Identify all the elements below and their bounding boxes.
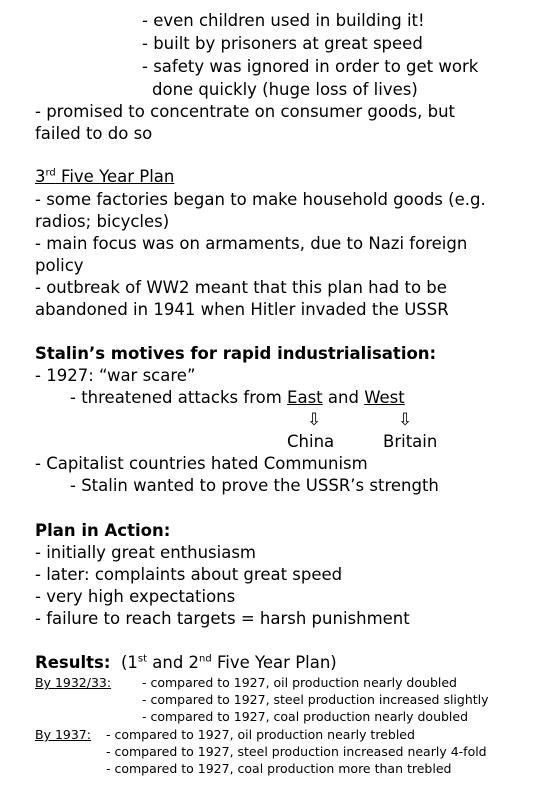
third-plan-line: - main focus was on armaments, due to Nazi foreign — [35, 234, 468, 253]
motives-prove: - Stalin wanted to prove the USSR’s strength — [70, 476, 439, 495]
results-paren-close: Five Year Plan) — [211, 653, 337, 672]
bullet-safety-cont: done quickly (huge loss of lives) — [152, 80, 418, 99]
results-heading-line — [35, 652, 337, 674]
results-period2-line: - compared to 1927, steel production increased nearly 4-fold — [106, 744, 487, 759]
threat-britain: Britain — [383, 432, 438, 451]
results-sup2: nd — [199, 653, 212, 665]
plan-in-action-line: - initially great enthusiasm — [35, 543, 256, 562]
results-period1-line: - compared to 1927, oil production nearly doubled — [142, 675, 457, 690]
results-paren-open: (1 — [120, 653, 138, 672]
plan-in-action-line: - failure to reach targets = harsh punishment — [35, 609, 410, 628]
results-heading: Results: — [35, 653, 111, 672]
third-plan-line: - outbreak of WW2 meant that this plan had to be — [35, 278, 447, 297]
third-plan-heading-num: 3 — [35, 167, 46, 186]
results-mid: and 2 — [147, 653, 200, 672]
results-period1-label: By 1932/33: — [35, 675, 112, 690]
bullet-children: - even children used in building it! — [142, 11, 425, 30]
threat-east: East — [287, 388, 323, 407]
plan-in-action-line: - later: complaints about great speed — [35, 565, 343, 584]
third-plan-line: abandoned in 1941 when Hitler invaded the USSR — [35, 300, 449, 319]
results-period2-line: - compared to 1927, coal production more than trebled — [106, 761, 452, 776]
results-period1-line: - compared to 1927, coal production nearly doubled — [142, 709, 469, 724]
threat-prefix: - threatened attacks from — [70, 388, 288, 407]
plan-in-action-line: - very high expectations — [35, 587, 236, 606]
motives-threat — [70, 387, 405, 409]
third-plan-heading — [35, 166, 174, 188]
threat-and: and — [322, 388, 365, 407]
threat-west: West — [364, 388, 405, 407]
motives-war-scare: - 1927: “war scare” — [35, 366, 196, 385]
plan-in-action-heading: Plan in Action: — [35, 521, 171, 540]
bullet-safety: - safety was ignored in order to get work — [142, 57, 479, 76]
results-period1-line: - compared to 1927, steel production increased slightly — [142, 692, 489, 707]
third-plan-heading-sup: rd — [45, 167, 56, 179]
results-period2-label: By 1937: — [35, 727, 91, 742]
down-arrow-icon: ⇩ — [398, 410, 413, 430]
bullet-prisoners: - built by prisoners at great speed — [142, 34, 423, 53]
bullet-consumer-goods-cont: failed to do so — [35, 124, 153, 143]
bullet-consumer-goods: - promised to concentrate on consumer goods, but — [35, 102, 456, 121]
motives-heading: Stalin’s motives for rapid industrialisation: — [35, 344, 437, 363]
threat-china: China — [287, 432, 335, 451]
third-plan-heading-rest: Five Year Plan — [55, 167, 175, 186]
motives-capitalist: - Capitalist countries hated Communism — [35, 454, 368, 473]
results-sup1: st — [137, 653, 148, 665]
third-plan-line: - some factories began to make household goods (e.g. — [35, 190, 486, 209]
third-plan-line: radios; bicycles) — [35, 212, 170, 231]
third-plan-line: policy — [35, 256, 84, 275]
results-period2-line: - compared to 1927, oil production nearly trebled — [106, 727, 415, 742]
down-arrow-icon: ⇩ — [307, 410, 322, 430]
